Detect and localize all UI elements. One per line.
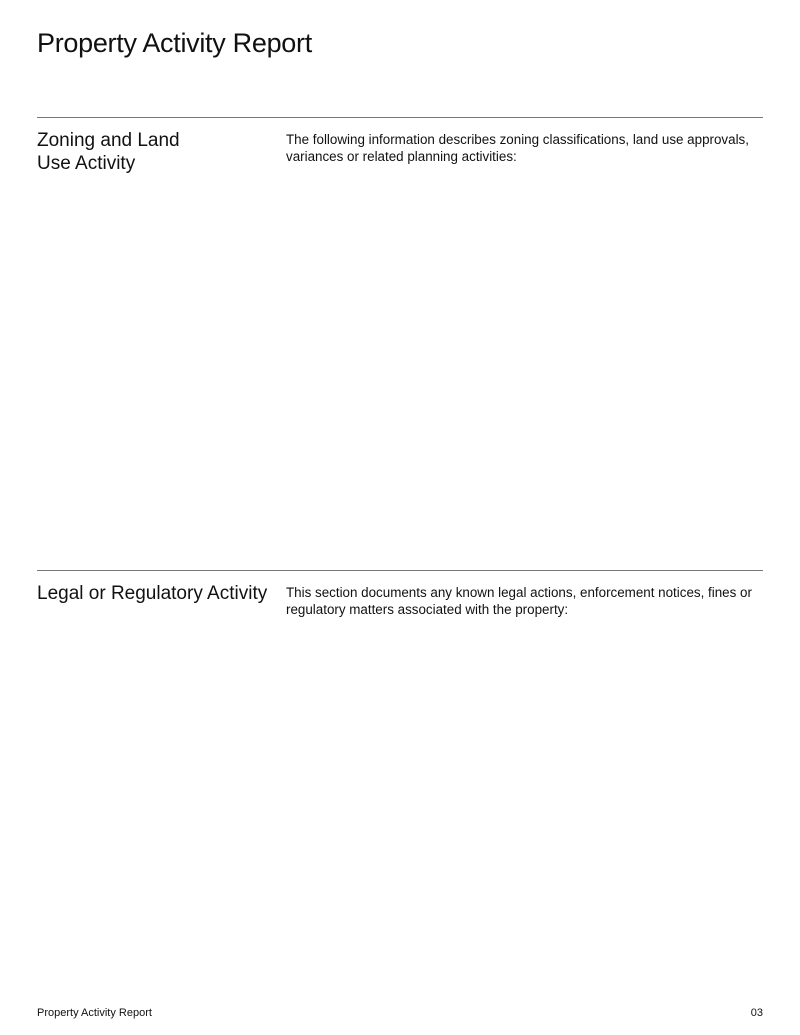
section-description: This section documents any known legal actions, enforcement notices, fines or regulatory matters associated with the property:: [286, 585, 752, 617]
section-heading: Legal or Regulatory Activity: [37, 583, 268, 604]
section-heading: Zoning and Land Use Activity: [37, 130, 180, 174]
section-divider: [37, 117, 763, 118]
section-description: The following information describes zoning classifications, land use approvals, variances or related planning activities:: [286, 132, 749, 164]
footer-page-number: 03: [750, 1007, 763, 1019]
page-title: Property Activity Report: [37, 28, 312, 58]
section-divider: [37, 570, 763, 571]
footer-document-name: Property Activity Report: [37, 1007, 152, 1019]
